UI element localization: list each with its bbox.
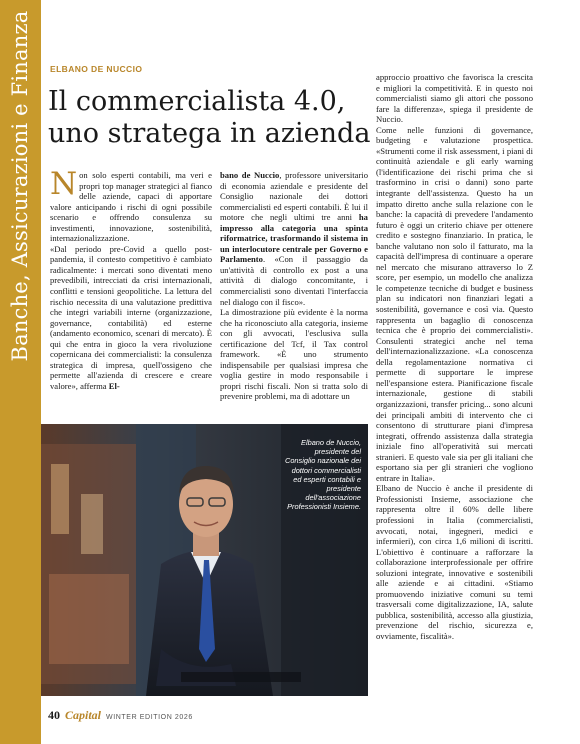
paragraph (220, 307, 368, 402)
column-3 (376, 72, 533, 642)
bold-highlight: ha impresso alla categoria una spinta riformatrice, trasformando il sistema in un interlocutore centrale per Governo e Parlamento (220, 212, 368, 265)
paragraph-text: «Dal periodo pre-Covid a quello post-pandemia, il contesto competitivo è cambiato radicalmente: i mercati sono diventati meno prevedibili, intrecciati da crisi internazionali, conflitti e tensioni geopolitiche. La lettura del rischio necessita di una valutazione predittiva che integri variabili interne (organizzazione, governance, contabilità) ed esterne (andamento economico, scenari di mercato). È qui che entra in gioco la vera rivoluzione copernicana dei commercialisti: la consulenza strategica di impresa, quell'ossigeno che permette all'azienda di crescere e creare valore», afferma (50, 243, 212, 391)
article-title (48, 86, 378, 150)
page-number: 40 (48, 708, 60, 722)
paragraph (376, 125, 533, 484)
paragraph-text: on solo esperti contabili, ma veri e propri top manager strategici al fianco delle aziende, capaci di apportare valore anticipando i rischi di ogni possibile scenario e offrendo consulenza su investimenti, innovazione, sostenibilità, internazionalizzazione. (50, 170, 212, 244)
paragraph-text: Come nelle funzioni di governance, budgeting e valutazione prospettica. «Strumenti come il risk assessment, i piani di continuità aziendale e gli early warning (l'identificazione dei rischi prima che si trasformino in crisi o danni) sono parte integrante dell'assistenza. Questo ha un impatto diretto anche sulla relazione con le banche: la capacità di prevedere l'andamento futuro è oggi un criterio chiave per ottenere credito e sostegno finanziario. In pratica, le banche valutano non solo il fatturato, ma la capacità dell'impresa di continuare a operare nel mercato che misurano attraverso lo Z score, per esempio, un modello che analizza le competenze tecniche di budget e business plan su indicatori non finanziari legati a sostenibilità, governance e così via. Questo rappresenta un bagaglio di conoscenza tecnica che è proprio dei commercialisti». Consulenti strategici anche nel tema dell'internazionalizzazione. «La conoscenza della regolamentazione normativa ci permette di supportare le imprese nell'espansione estera. Pianificazione fiscale internazionale, gestione di stabili organizzazioni, transfer pricing... sono alcuni dei principali ambiti di intervento che ci consentono di strutturare piani d'impresa integrati, offrendo assistenza dalla strategia iniziale fino all'operatività sui mercati stranieri. E questo vale sia per gli italiani che esportano sia per gli stranieri che vogliono entrare in Italia». (376, 124, 533, 483)
bold-name: El- (108, 380, 120, 391)
bold-name: bano de Nuccio (220, 170, 280, 180)
edition-label: WINTER EDITION 2026 (106, 714, 193, 721)
paragraph-text: , professore universitario di economia aziendale e presidente del Consiglio nazionale dei dottori commercialisti ed esperti contabili. È lui il motore che negli ultimi tre anni (220, 170, 368, 223)
section-label: Banche, Assicurazioni e Finanza (8, 10, 32, 362)
section-sidebar (0, 0, 41, 744)
page-footer (48, 708, 193, 722)
column-1 (50, 166, 212, 391)
magazine-logo: Capital (65, 708, 102, 722)
paragraph (376, 483, 533, 641)
drop-cap: N (50, 166, 78, 202)
paragraph (376, 72, 533, 125)
paragraph-text: Elbano de Nuccio è anche il presidente di Professionisti Insieme, associazione che rappresenta oltre il 60% delle libere professioni in Italia (commercialisti, avvocati, notai, ingegneri, medici e infermieri), con circa 1,6 milioni di iscritti. L'obiettivo è continuare a rafforzare la collaborazione interprofessionale per offrire soluzioni integrate, innovative e sostenibili alle aziende e ai cittadini. «Stiamo promuovendo iniziative comuni su temi trasversali come digitalizzazione, IA, salute pubblica, sostenibilità, accesso alla giustizia, prevenzione del rischio, sicurezza e, ovviamente, fiscalità». (376, 483, 533, 641)
title-line-2: uno stratega in azienda (48, 118, 371, 149)
paragraph (50, 244, 212, 392)
author-byline: ELBANO DE NUCCIO (50, 64, 143, 74)
paragraph-text: approccio proattivo che favorisca la crescita e migliori la competitività. E in questo noi commercialisti siamo gli attori che possono fare la differenza», spiega il presidente de Nuccio. (376, 72, 533, 125)
column-2 (220, 170, 368, 402)
photo-caption: Elbano de Nuccio, presidente del Consiglio nazionale dei dottori commercialisti ed esperti contabili e presidente dell'associazione Professionisti Insieme. (284, 438, 361, 512)
paragraph (50, 166, 212, 244)
paragraph (220, 170, 368, 307)
title-line-1: Il commercialista 4.0, (48, 86, 346, 117)
paragraph-text: La dimostrazione più evidente è la norma che ha riconosciuto alla categoria, insieme con gli avvocati, l'esclusiva sulla certificazione del Tcf, il Tax control framework. «È uno strumento indispensabile per qualsiasi impresa che voglia gestire in modo responsabile i propri rischi fiscali. Non si tratta solo di prevenire problemi, ma di adottare un (220, 307, 368, 402)
paragraph-text: . «Con il passaggio da un'attività di controllo ex post a una attività di dialogo concomitante, i commercialisti sono diventati l'interfaccia nel dialogo con il fisco». (220, 254, 368, 307)
